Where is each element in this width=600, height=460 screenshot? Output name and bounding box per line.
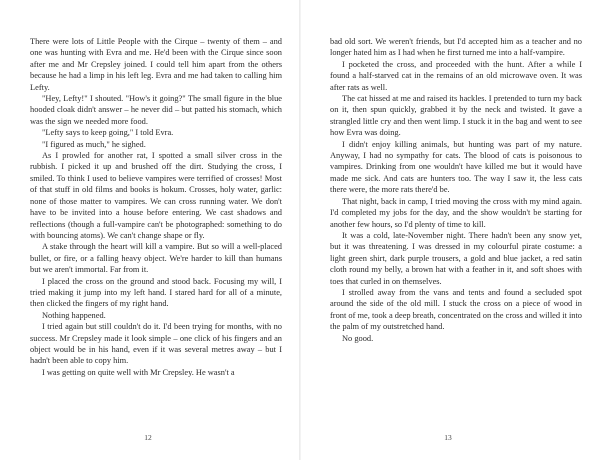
left-paragraph: "Hey, Lefty!" I shouted. "How's it going?" The small figure in the blue hooded cloak didn't answer – he never did – but patted his stomach, which was the sign we needed more food. bbox=[30, 94, 282, 126]
page-gutter bbox=[299, 0, 301, 460]
left-page bbox=[30, 36, 282, 416]
left-paragraph: I tried again but still couldn't do it. I'd been trying for months, with no success. Mr Crepsley made it look simple – one click of his fingers and an object would be in his hand, even if it was several metres away – but I hadn't been able to copy him. bbox=[30, 322, 282, 366]
page-number-right: 13 bbox=[444, 433, 452, 442]
right-paragraph: The cat hissed at me and raised its hackles. I pretended to turn my back on it, then spun quickly, grabbed it by the neck and twisted. It gave a strangled little cry and then went limp. I stuck it in the bag and went to see how Evra was doing. bbox=[330, 94, 582, 138]
right-paragraph: I pocketed the cross, and proceeded with the hunt. After a while I found a half-starved cat in the remains of an old microwave oven. It was after rats as well. bbox=[330, 59, 582, 92]
left-paragraph: A stake through the heart will kill a vampire. But so will a well-placed bullet, or fire, or a falling heavy object. We're harder to kill than humans but we aren't immortal. Far from it. bbox=[30, 242, 282, 275]
right-paragraph: No good. bbox=[342, 333, 374, 343]
right-paragraph: It was a cold, late-November night. There hadn't been any snow yet, but it was threatening. I was dressed in my colourful pirate costume: a light green shirt, dark purple trousers, a gold and blue jacket, a red satin cloth round my belly, a brown hat with a feather in it, and soft shoes with toes that curled in on themselves. bbox=[330, 230, 582, 286]
right-paragraph: bad old sort. We weren't friends, but I'd accepted him as a teacher and no longer hated him as I had when he first turned me into a half-vampire. bbox=[330, 37, 582, 58]
right-paragraph: That night, back in camp, I tried moving the cross with my mind again. I'd completed my jobs for the day, and the show wouldn't be starting for another few hours, so I'd plenty of time to kill. bbox=[330, 196, 582, 229]
left-paragraph: "I figured as much," he sighed. bbox=[42, 139, 146, 149]
right-paragraph: I didn't enjoy killing animals, but hunting was part of my nature. Anyway, I had no sympathy for cats. The blood of cats is poisonous to vampires. Drinking from one wouldn't have killed me but it would have made me sick. And cats are hunters too. The way I saw it, the less cats there were, the more rats there'd be. bbox=[330, 139, 582, 195]
left-paragraph: I was getting on quite well with Mr Crepsley. He wasn't a bbox=[42, 367, 235, 377]
left-paragraph: "Lefty says to keep going," I told Evra. bbox=[42, 128, 174, 138]
left-paragraph: As I prowled for another rat, I spotted a small silver cross in the rubbish. I picked it up and brushed off the dirt. Studying the cross, I smiled. To think I used to believe vampires were terrified of crosses! Most of that stuff in old films and books is hokum. Crosses, holy water, garlic: none of those matter to vampires. We can cross running water. We don't have to be invited into a house before entering. We cast shadows and reflections (though a full-vampire can't be photographed: something to do with bouncing atoms). We can't change shape or fly. bbox=[30, 151, 282, 240]
left-paragraph: I placed the cross on the ground and stood back. Focusing my will, I tried making it jump into my left hand. I stared hard for all of a minute, then clicked the fingers of my right hand. bbox=[30, 276, 282, 309]
left-paragraph: Nothing happened. bbox=[42, 310, 106, 320]
right-page bbox=[330, 36, 582, 416]
page-number-left: 12 bbox=[144, 433, 152, 442]
right-paragraph: I strolled away from the vans and tents and found a secluded spot around the side of the old mill. I stuck the cross on a piece of wood in front of me, took a deep breath, concentrated on the cross and willed it into the palm of my outstretched hand. bbox=[330, 287, 582, 332]
left-paragraph: There were lots of Little People with the Cirque – twenty of them – and one was hunting with Evra and me. He'd been with the Cirque since soon after me and Mr Crepsley joined. I could tell him apart from the others because he had a limp in his left leg. Evra and me had taken to calling him Lefty. bbox=[30, 37, 282, 92]
